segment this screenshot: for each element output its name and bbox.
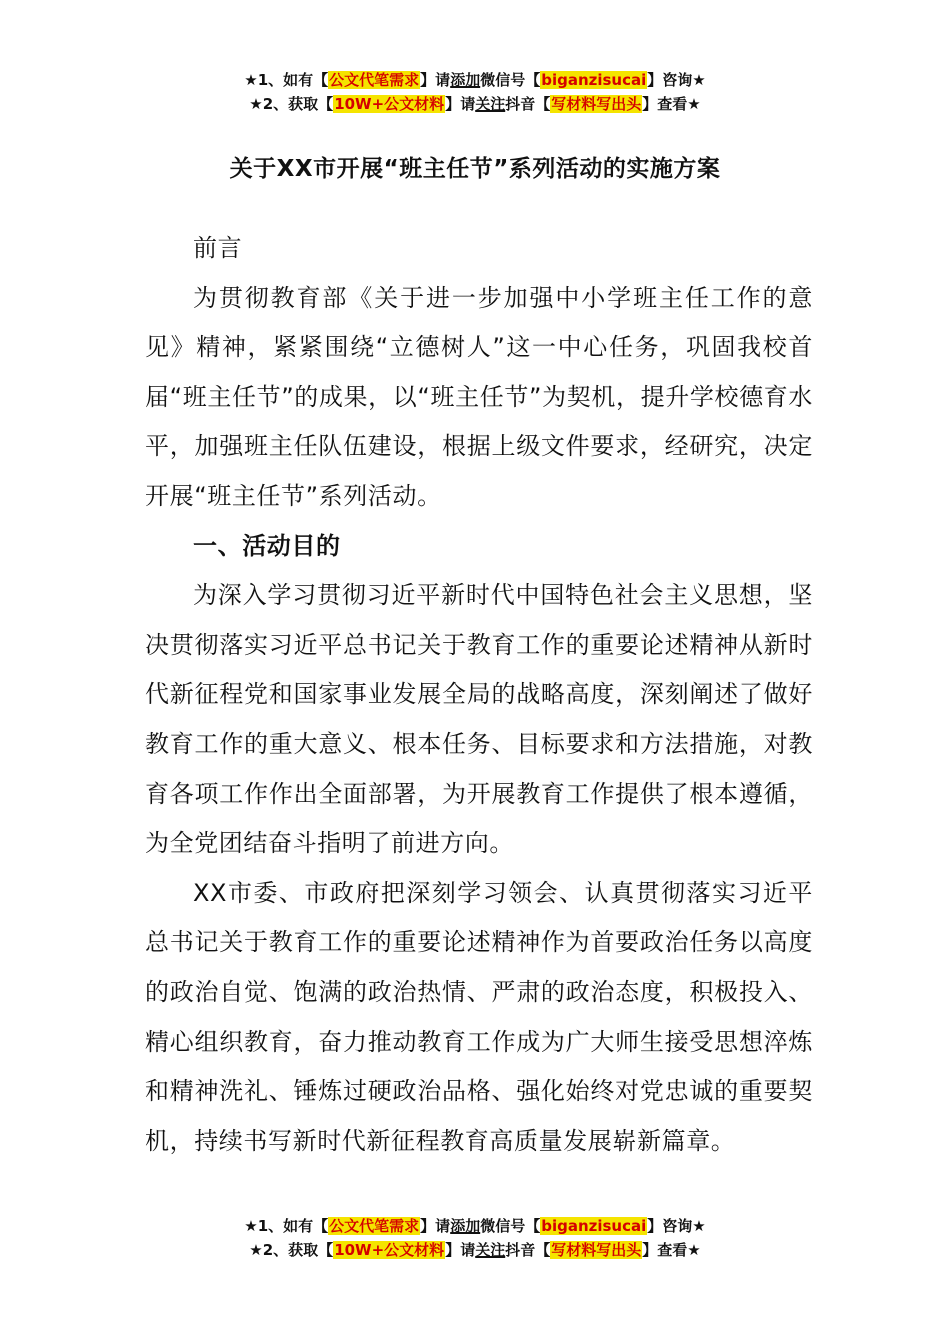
highlight-materials: 10W+公文材料 [334, 1241, 445, 1259]
notice-text: 抖音【 [505, 95, 551, 113]
underlined-word: 关注 [475, 95, 506, 113]
notice-line-2 [0, 1238, 950, 1262]
highlight-douyin-account: 写材料写出头 [551, 1241, 642, 1259]
notice-text: 】请 [445, 1241, 476, 1259]
underlined-word: 关注 [475, 1241, 506, 1259]
highlight-wechat-id: biganzisucai [541, 1217, 647, 1235]
document-title: 关于XX市开展“班主任节”系列活动的实施方案 [229, 156, 721, 182]
notice-line-1 [0, 1214, 950, 1238]
paragraph-purpose-1: 为深入学习贯彻习近平新时代中国特色社会主义思想，坚决贯彻落实习近平总书记关于教育工作的重要论述精神从新时代新征程党和国家事业发展全局的战略高度，深刻阐述了做好教育工作的重大意义、根本任务、目标要求和方法措施，对教育各项工作作出全面部署，为开展教育工作提供了根本遵循，为全党团结奋斗指明了前进方向。 [145, 581, 813, 858]
highlight-service: 公文代笔需求 [329, 71, 420, 89]
notice-text: 】咨询★ [647, 1217, 706, 1235]
paragraph-purpose-2: XX市委、市政府把深刻学习领会、认真贯彻落实习近平总书记关于教育工作的重要论述精神作为首要政治任务以高度的政治自觉、饱满的政治热情、严肃的政治态度，积极投入、精心组织教育，奋力推动教育工作成为广大师生接受思想淬炼和精神洗礼、锤炼过硬政治品格、强化始终对党忠诚的重要契机，持续书写新时代新征程教育高质量发展崭新篇章。 [145, 878, 813, 1155]
paragraph-preface: 前言 [193, 234, 243, 262]
notice-line-1 [0, 68, 950, 92]
footer-notice [0, 1214, 950, 1262]
underlined-word: 添加 [450, 71, 481, 89]
notice-text: 】请 [420, 1217, 451, 1235]
notice-text: ★1、如有【 [244, 1217, 329, 1235]
notice-text: 】请 [420, 71, 451, 89]
notice-text: ★2、获取【 [249, 1241, 334, 1259]
notice-text: 抖音【 [505, 1241, 551, 1259]
notice-text: ★1、如有【 [244, 71, 329, 89]
notice-text: 】查看★ [642, 1241, 701, 1259]
document-body [145, 224, 813, 1166]
highlight-douyin-account: 写材料写出头 [551, 95, 642, 113]
notice-text: ★2、获取【 [249, 95, 334, 113]
section-heading-purpose: 一、活动目的 [193, 531, 341, 560]
notice-line-2 [0, 92, 950, 116]
header-notice [0, 68, 950, 116]
notice-text: 微信号【 [480, 1217, 541, 1235]
notice-text: 】请 [445, 95, 476, 113]
notice-text: 】咨询★ [647, 71, 706, 89]
highlight-materials: 10W+公文材料 [334, 95, 445, 113]
notice-text: 】查看★ [642, 95, 701, 113]
underlined-word: 添加 [450, 1217, 481, 1235]
highlight-wechat-id: biganzisucai [541, 71, 647, 89]
notice-text: 微信号【 [480, 71, 541, 89]
highlight-service: 公文代笔需求 [329, 1217, 420, 1235]
paragraph-intro: 为贯彻教育部《关于进一步加强中小学班主任工作的意见》精神，紧紧围绕“立德树人”这一中心任务，巩固我校首届“班主任节”的成果，以“班主任节”为契机，提升学校德育水平，加强班主任队伍建设，根据上级文件要求，经研究，决定开展“班主任节”系列活动。 [145, 283, 813, 510]
